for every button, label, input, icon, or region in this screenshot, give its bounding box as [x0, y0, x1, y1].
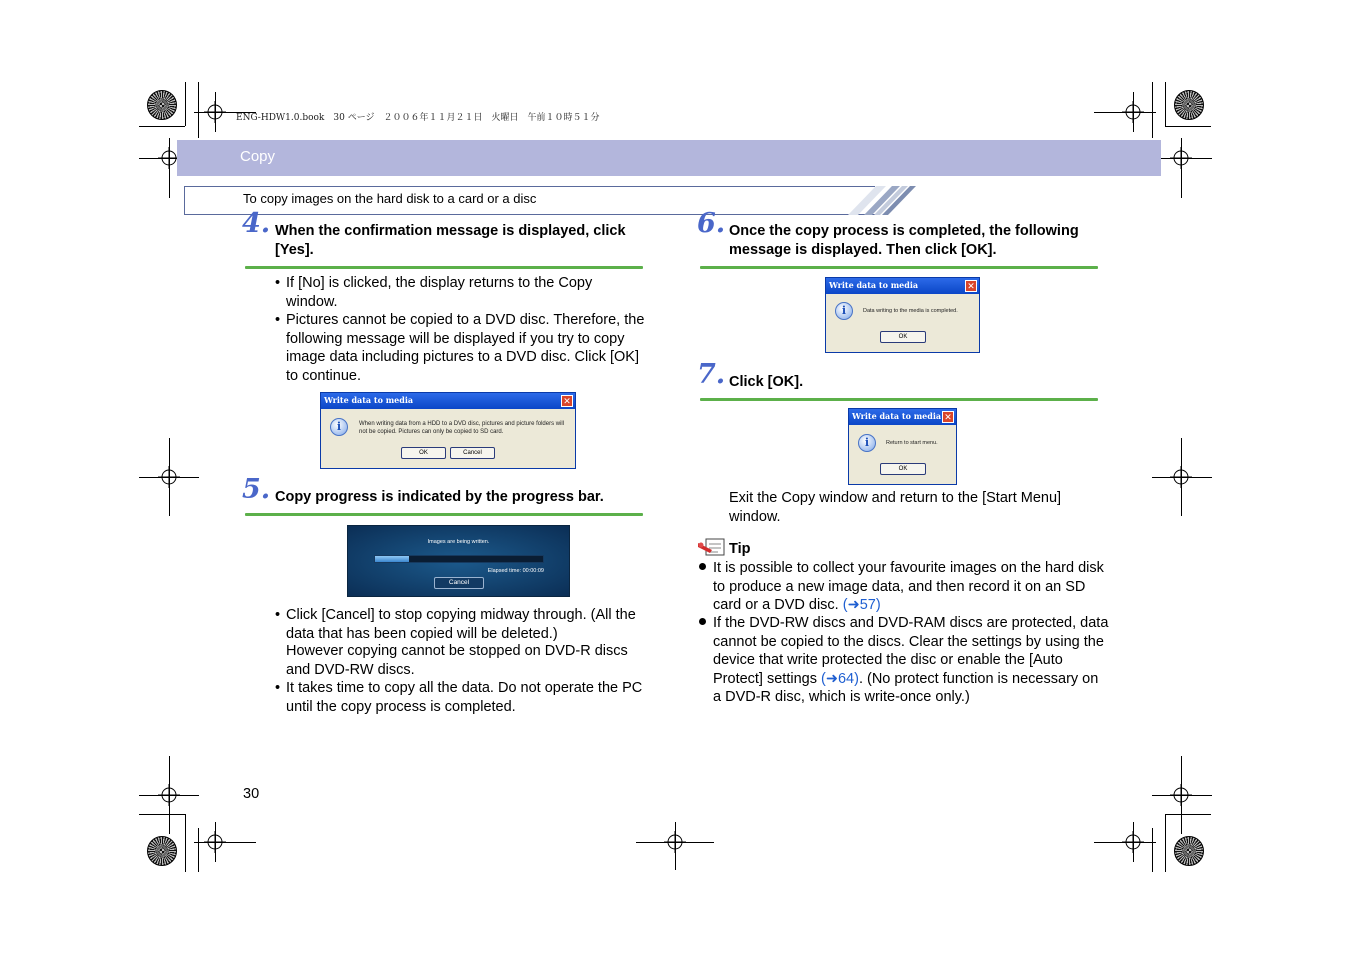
section-title: Copy	[240, 148, 276, 165]
rose-mark-icon	[1174, 836, 1204, 866]
ok-button[interactable]: OK	[880, 463, 926, 475]
decorative-stripes	[836, 186, 916, 215]
dialog-titlebar	[849, 409, 956, 425]
step-rule	[700, 398, 1098, 401]
close-icon[interactable]: ✕	[942, 411, 954, 423]
dialog-titlebar	[826, 278, 979, 294]
info-icon: i	[835, 302, 853, 320]
dialog-titlebar	[321, 393, 575, 409]
bullet-item: • If [No] is clicked, the display returns to the Copy window.	[275, 275, 593, 310]
elapsed-time: Elapsed time: 00:00:09	[487, 568, 544, 574]
close-icon[interactable]: ✕	[561, 395, 573, 407]
info-icon: i	[858, 434, 876, 452]
dialog-title: Write data to media	[829, 280, 919, 290]
step-instruction: Copy progress is indicated by the progress bar.	[275, 489, 604, 505]
step-rule	[700, 266, 1098, 269]
rose-mark-icon	[1174, 90, 1204, 120]
dialog-pictures-warning	[320, 392, 576, 469]
info-icon: i	[330, 418, 348, 436]
bullet-continuation: However copying cannot be stopped on DVD-R discs and DVD-RW discs.	[286, 643, 628, 678]
bullet-dot	[699, 563, 706, 570]
bullet-text: Click [Cancel] to stop copying midway through. (All the data that has been copied will be deleted.)	[286, 607, 636, 642]
tip-text: It is possible to collect your favourite images on the hard disk to produce a new image data, and then record it on an SD card or a DVD disc.	[713, 560, 1104, 613]
step-number: 7.	[697, 359, 726, 390]
tip-text: . (No protect function is necessary on a DVD-R disc, which is write-once only.)	[713, 670, 1099, 705]
cancel-button[interactable]: Cancel	[450, 447, 495, 459]
print-header: ENG-HDW1.0.book 30 ページ ２００６年１１月２１日 火曜日 午前１０時５１分	[236, 113, 600, 123]
tip-item	[713, 559, 1105, 615]
subtitle-box	[184, 186, 875, 215]
cancel-button[interactable]: Cancel	[434, 577, 484, 589]
bullet-text: It takes time to copy all the data. Do not operate the PC until the copy process is completed.	[286, 680, 643, 715]
dialog-title: Write data to media	[324, 395, 414, 405]
progress-bar	[374, 555, 544, 563]
bullet-item: • It takes time to copy all the data. Do not operate the PC until the copy process is completed.	[275, 680, 643, 715]
step7-note: Exit the Copy window and return to the [Start Menu] window.	[729, 490, 1062, 525]
dialog-title: Write data to media	[852, 411, 942, 421]
step-instruction: Once the copy process is completed, the following message is displayed. Then click [OK].	[729, 223, 1079, 258]
step-rule	[245, 513, 643, 516]
rose-mark-icon	[147, 90, 177, 120]
ok-button[interactable]: OK	[401, 447, 446, 459]
section-band	[177, 140, 1161, 176]
progress-fill	[375, 556, 409, 562]
rose-mark-icon	[147, 836, 177, 866]
close-icon[interactable]: ✕	[965, 280, 977, 292]
page-reference-link[interactable]: (➜64)	[821, 670, 859, 687]
dialog-message: Return to start menu.	[886, 440, 938, 446]
step-rule	[245, 266, 643, 269]
bullet-text: Pictures cannot be copied to a DVD disc. Therefore, the following message will be displayed if you try to copy image data including pictures to a DVD disc. Click [OK] to continue.	[286, 312, 645, 384]
bullet-item: • Pictures cannot be copied to a DVD disc. Therefore, the following message will be displayed if you try to copy image data including pictures to a DVD disc. Click [OK] to continue.	[275, 312, 645, 384]
tip-label: Tip	[729, 541, 751, 557]
bullet-text: If [No] is clicked, the display returns to the Copy window.	[286, 275, 593, 310]
progress-message: Images are being written.	[427, 539, 490, 545]
dialog-message: When writing data from a HDD to a DVD disc, pictures and picture folders will not be copied. Pictures can only be copied to SD card.	[359, 421, 565, 435]
bullet-dot	[699, 618, 706, 625]
tip-item	[713, 614, 1109, 707]
step-number: 4.	[242, 208, 271, 239]
tip-icon	[698, 537, 726, 557]
ok-button[interactable]: OK	[880, 331, 926, 343]
tip-text: If the DVD-RW discs and DVD-RAM discs are protected, data cannot be copied to the discs. Clear the settings by using the device that write protected the disc or enable the [Auto Protect] settings	[713, 615, 1109, 687]
page-number: 30	[243, 786, 260, 802]
dialog-write-completed	[825, 277, 980, 353]
step-instruction: When the confirmation message is displayed, click [Yes].	[275, 223, 626, 258]
page-reference-link[interactable]: (➜57)	[842, 597, 881, 613]
step-number: 5.	[242, 474, 271, 505]
dialog-message: Data writing to the media is completed.	[863, 308, 958, 314]
progress-window	[347, 525, 570, 597]
dialog-return-start	[848, 408, 957, 485]
subtitle-text: To copy images on the hard disk to a card or a disc	[243, 191, 537, 206]
step-number: 6.	[697, 208, 726, 239]
step-instruction: Click [OK].	[729, 374, 804, 390]
bullet-item: • Click [Cancel] to stop copying midway through. (All the data that has been copied will be deleted.)	[275, 607, 636, 642]
